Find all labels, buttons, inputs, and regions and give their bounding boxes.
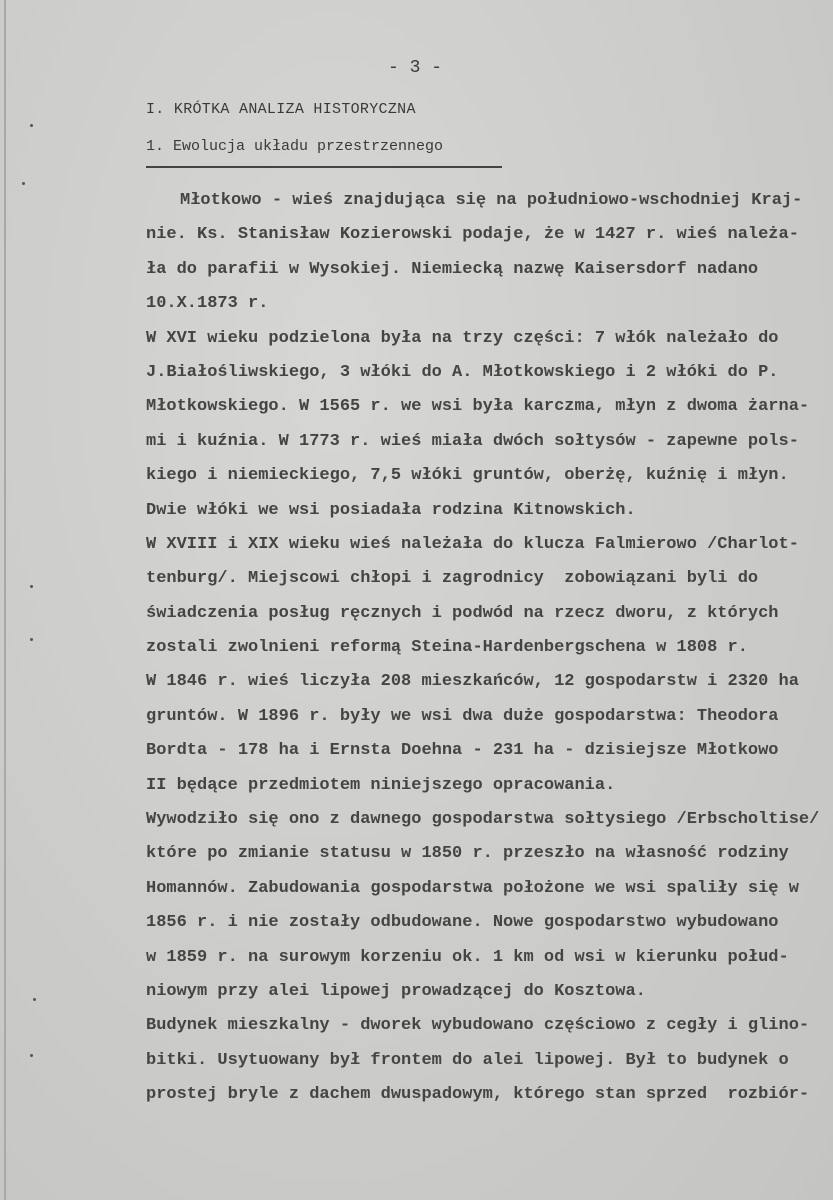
text-line: Młotkowskiego. W 1565 r. we wsi była karczma, młyn z dwoma żarna- (146, 397, 810, 417)
text-line: W XVI wieku podzielona była na trzy części: 7 włók należało do (146, 328, 779, 348)
text-line: Dwie włóki we wsi posiadała rodzina Kitnowskich. (146, 500, 636, 520)
punch-mark (30, 638, 33, 641)
punch-mark (30, 124, 33, 127)
text-line: tenburg/. Miejscowi chłopi i zagrodnicy zobowiązani byli do (146, 569, 759, 589)
text-line: II będące przedmiotem niniejszego opracowania. (146, 775, 616, 795)
text-line: W XVIII i XIX wieku wieś należała do klucza Falmierowo /Charlot- (146, 534, 799, 554)
punch-mark (30, 1054, 33, 1057)
text-line: J.Białośliwskiego, 3 włóki do A. Młotkowskiego i 2 włóki do P. (146, 362, 779, 382)
section-title: I. KRÓTKA ANALIZA HISTORYCZNA (146, 101, 416, 118)
subsection-title: 1. Ewolucja układu przestrzennego (146, 138, 444, 155)
text-line: w 1859 r. na surowym korzeniu ok. 1 km od wsi w kierunku połud- (146, 947, 789, 967)
body-text (146, 187, 826, 1116)
text-line: prostej bryle z dachem dwuspadowym, którego stan sprzed rozbiór- (146, 1085, 810, 1105)
text-line: 10.X.1873 r. (146, 294, 269, 314)
text-line: ła do parafii w Wysokiej. Niemiecką nazwę Kaisersdorf nadano (146, 259, 759, 279)
text-line: bitki. Usytuowany był frontem do alei lipowej. Był to budynek o (146, 1050, 789, 1070)
text-line: niowym przy alei lipowej prowadzącej do Kosztowa. (146, 981, 646, 1001)
text-line: Wywodziło się ono z dawnego gospodarstwa sołtysiego /Erbscholtise/ (146, 810, 820, 830)
page-edge (4, 0, 6, 1200)
punch-mark (33, 998, 36, 1001)
text-line: kiego i niemieckiego, 7,5 włóki gruntów, oberżę, kuźnię i młyn. (146, 466, 789, 486)
text-line: zostali zwolnieni reformą Steina-Hardenbergschena w 1808 r. (146, 638, 748, 658)
text-line: gruntów. W 1896 r. były we wsi dwa duże gospodarstwa: Theodora (146, 706, 779, 726)
text-line: Homannów. Zabudowania gospodarstwa położone we wsi spaliły się w (146, 878, 799, 898)
punch-mark (22, 182, 25, 185)
page-number: - 3 - (388, 58, 443, 78)
text-line: mi i kuźnia. W 1773 r. wieś miała dwóch sołtysów - zapewne pols- (146, 431, 799, 451)
text-line: które po zmianie statusu w 1850 r. przeszło na własność rodziny (146, 844, 789, 864)
text-line: nie. Ks. Stanisław Kozierowski podaje, że w 1427 r. wieś należa- (146, 225, 799, 245)
text-line: Młotkowo - wieś znajdująca się na południowo-wschodniej Kraj- (180, 191, 803, 210)
text-line: Bordta - 178 ha i Ernsta Doehna - 231 ha - dzisiejsze Młotkowo (146, 741, 779, 761)
title-underline (146, 166, 502, 168)
text-line: Budynek mieszkalny - dworek wybudowano częściowo z cegły i glino- (146, 1016, 810, 1036)
text-line: W 1846 r. wieś liczyła 208 mieszkańców, 12 gospodarstw i 2320 ha (146, 672, 799, 692)
text-line: 1856 r. i nie zostały odbudowane. Nowe gospodarstwo wybudowano (146, 913, 779, 933)
punch-mark (30, 585, 33, 588)
text-line: świadczenia posług ręcznych i podwód na rzecz dworu, z których (146, 603, 779, 623)
